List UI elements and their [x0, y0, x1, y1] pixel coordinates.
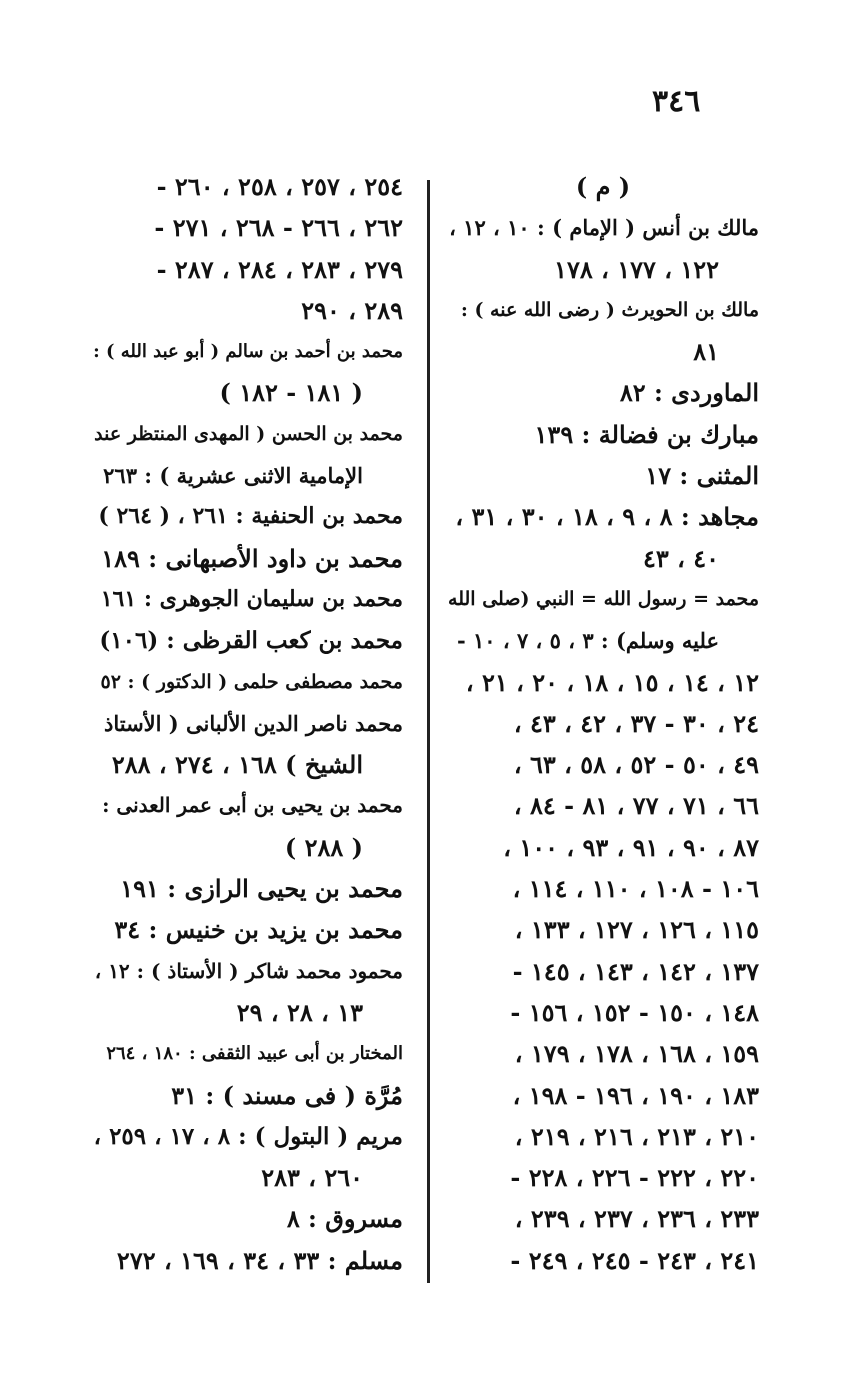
- index-entry-line: محمد مصطفى حلمى ( الدكتور ) : ٥٢: [100, 670, 403, 693]
- index-entry-line: ٢٨٩ ، ٢٩٠: [301, 295, 403, 325]
- index-entry-line: محمد بن يحيى بن أبى عمر العدنى :: [102, 793, 403, 818]
- index-entry-line: ٢١٠ ، ٢١٣ ، ٢١٦ ، ٢١٩ ،: [514, 1121, 759, 1151]
- index-entry-line: ٢٢٠ ، ٢٢٢ - ٢٢٦ ، ٢٢٨ -: [510, 1163, 759, 1193]
- index-entry-line: ٢٤١ ، ٢٤٣ - ٢٤٥ ، ٢٤٩ -: [510, 1245, 759, 1275]
- index-entry-line: ٢٤ ، ٣٠ - ٣٧ ، ٤٢ ، ٤٣ ،: [513, 708, 759, 738]
- index-entry-line: ( ١٨١ - ١٨٢ ): [219, 378, 363, 408]
- column-divider: [427, 180, 430, 1283]
- index-entry-line: عليه وسلم) : ٣ ، ٥ ، ٧ ، ١٠ -: [456, 628, 719, 654]
- index-entry-line: ٤٠ ، ٤٣: [642, 543, 719, 573]
- index-entry-line: ١٥٩ ، ١٦٨ ، ١٧٨ ، ١٧٩ ،: [514, 1039, 759, 1069]
- index-entry-line: مالك بن أنس ( الإمام ) : ١٠ ، ١٢ ،: [449, 215, 759, 241]
- index-entry-line: محمد بن الحسن ( المهدى المنتظر عند: [94, 422, 403, 445]
- index-entry-line: مجاهد : ٨ ، ٩ ، ١٨ ، ٣٠ ، ٣١ ،: [455, 502, 759, 532]
- index-entry-line: ٢٦٠ ، ٢٨٣: [261, 1163, 363, 1193]
- index-column-right: [447, 166, 759, 1281]
- index-entry-line: محمد بن يزيد بن خنيس : ٣٤: [114, 915, 403, 945]
- index-entry-line: ٢٧٩ ، ٢٨٣ ، ٢٨٤ ، ٢٨٧ -: [156, 254, 403, 284]
- index-entry-line: ١٣ ، ٢٨ ، ٢٩: [236, 997, 363, 1027]
- index-entry-line: ٤٩ ، ٥٠ - ٥٢ ، ٥٨ ، ٦٣ ،: [513, 750, 759, 780]
- index-entry-line: ١٢ ، ١٤ ، ١٥ ، ١٨ ، ٢٠ ، ٢١ ،: [465, 667, 759, 697]
- index-entry-line: ٢٥٤ ، ٢٥٧ ، ٢٥٨ ، ٢٦٠ -: [156, 172, 403, 201]
- index-entry-line: محمود محمد شاكر ( الأستاذ ) : ١٢ ،: [94, 958, 403, 983]
- index-column-left: [93, 166, 403, 1281]
- index-entry-line: محمد بن أحمد بن سالم ( أبو عبد الله ) :: [93, 341, 403, 363]
- index-entry-line: محمد بن يحيى الرازى : ١٩١: [120, 874, 403, 904]
- index-entry-line: ( ٢٨٨ ): [284, 832, 363, 862]
- index-entry-line: المثنى : ١٧: [645, 461, 759, 491]
- index-entry-line: محمد بن سليمان الجوهرى : ١٦١: [100, 585, 403, 612]
- index-entry-line: مبارك بن فضالة : ١٣٩: [534, 419, 759, 449]
- page-number: ٣٤٦: [652, 84, 701, 119]
- index-entry-line: ١٠٦ - ١٠٨ ، ١١٠ ، ١١٤ ،: [512, 874, 759, 904]
- index-entry-line: ١٤٨ ، ١٥٠ - ١٥٢ ، ١٥٦ -: [510, 997, 759, 1027]
- index-entry-line: ١٨٣ ، ١٩٠ ، ١٩٦ - ١٩٨ ،: [512, 1080, 759, 1110]
- index-entry-line: ٦٦ ، ٧١ ، ٧٧ ، ٨١ - ٨٤ ،: [513, 791, 759, 821]
- index-entry-line: ١٢٢ ، ١٧٧ ، ١٧٨: [554, 254, 719, 284]
- index-entry-line: ٨١: [693, 337, 719, 367]
- index-entry-line: مريم ( البتول ) : ٨ ، ١٧ ، ٢٥٩ ،: [93, 1122, 403, 1150]
- index-entry-line: محمد بن كعب القرظى : (١٠٦): [99, 627, 403, 655]
- index-entry-line: ٨٧ ، ٩٠ ، ٩١ ، ٩٣ ، ١٠٠ ،: [503, 832, 759, 862]
- index-entry-line: مالك بن الحويرث ( رضى الله عنه ) :: [460, 298, 759, 321]
- index-entry-line: محمد بن داود الأصبهانى : ١٨٩: [101, 543, 403, 573]
- index-entry-line: ١١٥ ، ١٢٦ ، ١٢٧ ، ١٣٣ ،: [514, 915, 759, 945]
- index-entry-line: محمد ناصر الدين الألبانى ( الأستاذ: [104, 710, 403, 736]
- index-entry-line: مسلم : ٣٣ ، ٣٤ ، ١٦٩ ، ٢٧٢: [116, 1245, 403, 1275]
- index-entry-line: مُرَّة ( فى مسند ) : ٣١: [171, 1080, 403, 1110]
- index-entry-line: المختار بن أبى عبيد الثقفى : ١٨٠ ، ٢٦٤: [106, 1043, 403, 1065]
- index-entry-line: الماوردى : ٨٢: [619, 378, 759, 408]
- index-entry-line: محمد = رسول الله = النبي (صلى الله: [448, 587, 759, 610]
- index-entry-line: ٢٣٣ ، ٢٣٦ ، ٢٣٧ ، ٢٣٩ ،: [514, 1204, 759, 1234]
- index-entry-line: الإمامية الاثنى عشرية ) : ٢٦٣: [103, 463, 363, 489]
- index-entry-line: مسروق : ٨: [286, 1204, 403, 1234]
- index-entry-line: الشيخ ) ١٦٨ ، ٢٧٤ ، ٢٨٨: [111, 750, 363, 780]
- index-entry-line: ( م ): [575, 172, 631, 201]
- index-entry-line: ١٣٧ ، ١٤٢ ، ١٤٣ ، ١٤٥ -: [512, 956, 759, 986]
- index-entry-line: ٢٦٢ ، ٢٦٦ - ٢٦٨ ، ٢٧١ -: [154, 213, 403, 243]
- index-entry-line: محمد بن الحنفية : ٢٦١ ، ( ٢٦٤ ): [98, 503, 403, 530]
